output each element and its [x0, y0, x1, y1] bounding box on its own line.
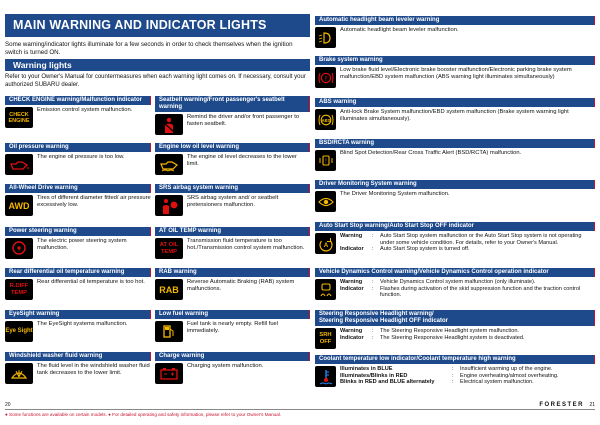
card-power-steering	[5, 227, 151, 259]
brand-logo: FORESTER	[539, 402, 584, 408]
headlight-leveler-icon	[315, 27, 336, 48]
card-title: Windshield washer fluid warning	[5, 352, 151, 361]
card-auto-start-stop: Auto Start Stop warning/Auto Start Stop OFF indicator A Warning : Auto Start Stop system malfunction or the Auto Start Stop system is not operating under some vehicle condition. For details, refer to your Owner's Manual. Indicator : Auto Start Stop system is turned off.	[315, 222, 595, 254]
card-text: Anti-lock Brake System malfunction/EBD system malfunction (Brake system warning light illuminates simultaneously).	[340, 109, 569, 123]
status-text: Engine overheating/almost overheating.	[460, 372, 559, 379]
card-text: Reverse Automatic Braking (RAB) system malfunctions.	[187, 279, 295, 293]
warning-label: Warning	[340, 328, 363, 334]
rdiff-temp-icon	[5, 279, 33, 300]
card-text: Tires of different diameter fitted/ air pressure excessively low.	[37, 195, 151, 209]
card-eyesight	[5, 310, 151, 342]
washer-fluid-icon	[5, 363, 33, 384]
card-charge	[155, 352, 310, 384]
icon-label: Eye Sight	[5, 328, 33, 335]
warning-label: Warning	[340, 279, 363, 285]
check-engine-icon	[5, 107, 33, 128]
intro-text: Some warning/indicator lights illuminate for a few seconds in order to check themselves when the ignition switch is turned ON.	[5, 41, 293, 56]
indicator-text: The Steering Responsive Headlight system is deactivated.	[380, 334, 525, 341]
card-title: Charge warning	[155, 352, 310, 361]
card-srh: Steering Responsive Headlight warning/ Steering Responsive Headlight OFF indicator SRH OFF Warning : The Steering Responsive Headlight system malfunction. Indicator : The Steering Responsive Headlight system is deactivated.	[315, 310, 595, 349]
icon-label: R.DIFF TEMP	[9, 283, 29, 296]
card-text: Automatic headlight beam leveler malfunction.	[340, 27, 459, 33]
card-text: The Driver Monitoring System malfunction.	[340, 191, 450, 197]
card-abs	[315, 98, 595, 130]
card-vdc: Vehicle Dynamics Control warning/Vehicle Dynamics Control operation indicator Warning : Vehicle Dynamics Control system malfunction (only illuminate). Indicator : Flashes during activation of the skid suppression function and the traction control function.	[315, 268, 595, 300]
card-oil-level	[155, 143, 310, 175]
awd-icon	[5, 195, 33, 216]
card-low-fuel	[155, 310, 310, 342]
card-text: Emission control system malfunction.	[37, 107, 133, 113]
card-title: Coolant temperature low indicator/Coolant temperature high warning	[315, 355, 595, 364]
warning-text: The Steering Responsive Headlight system malfunction.	[380, 328, 519, 334]
card-title: EyeSight warning	[5, 310, 151, 319]
card-title: SRS airbag system warning	[155, 184, 310, 193]
card-title: AT OIL TEMP warning	[155, 227, 310, 236]
indicator-label: Indicator	[340, 246, 364, 253]
card-text: SRS airbag system and/ or seatbelt pretensioners malfunction.	[187, 195, 279, 209]
card-text: Rear differential oil temperature is too hot.	[37, 279, 145, 285]
card-text: Low brake fluid level/Electronic brake booster malfunction/Electronic parking brake system malfunction/EBD system malfunction (ABS warning light illuminates simultaneously)	[340, 67, 572, 81]
battery-icon	[155, 363, 183, 384]
card-title: Low fuel warning	[155, 310, 310, 319]
card-text: The electric power steering system malfunction.	[37, 238, 127, 252]
status-label: Illuminates in BLUE	[340, 366, 393, 372]
card-washer	[5, 352, 151, 384]
card-text: Blind Spot Detection/Rear Cross Traffic Alert (BSD/RCTA) malfunction.	[340, 150, 522, 156]
card-text: The fluid level in the windshield washer fluid tank decreases to the lower limit.	[37, 363, 150, 377]
card-title: Rear differential oil temperature warning	[5, 268, 151, 277]
icon-label: AT OIL TEMP	[159, 242, 179, 255]
svg-text:!: !	[324, 158, 327, 164]
svg-text:A: A	[323, 242, 328, 249]
seatbelt-icon	[155, 114, 183, 135]
footer-note: ● Some functions are available on certain models. ● For detailed operating and safety information, please refer to your Owner's Manual.	[5, 412, 282, 417]
steering-wheel-icon	[5, 238, 33, 259]
indicator-text: Flashes during activation of the skid suppression function and the traction control function.	[380, 285, 581, 299]
icon-label: ABS	[321, 117, 330, 123]
oil-can-icon	[5, 154, 33, 175]
card-text: Fuel tank is nearly empty. Refill fuel immediately.	[187, 321, 279, 335]
card-title: Auto Start Stop warning/Auto Start Stop OFF indicator	[315, 222, 595, 231]
rab-icon	[155, 279, 183, 300]
card-text: Charging system malfunction.	[187, 363, 264, 369]
card-title: Vehicle Dynamics Control warning/Vehicle Dynamics Control operation indicator	[315, 268, 595, 277]
auto-start-stop-icon	[315, 233, 336, 254]
status-text: Electrical system malfunction.	[460, 379, 534, 386]
svg-text:!: !	[18, 247, 20, 252]
vdc-skid-icon	[315, 279, 336, 300]
icon-label: SRH OFF	[319, 332, 332, 345]
card-title: RAB warning	[155, 268, 310, 277]
card-title: BSD/RCTA warning	[315, 139, 595, 148]
card-title: Steering Responsive Headlight warning/ Steering Responsive Headlight OFF indicator	[315, 310, 595, 326]
abs-icon	[315, 109, 336, 130]
icon-label: CHECK ENGINE	[8, 111, 30, 124]
icon-label: AWD	[8, 200, 30, 211]
card-rab	[155, 268, 310, 300]
card-title: CHECK ENGINE warning/Malfunction indicator	[5, 96, 151, 105]
card-title: Power steering warning	[5, 227, 151, 236]
card-title: All-Wheel Drive warning	[5, 184, 151, 193]
brake-icon	[315, 67, 336, 88]
warning-text: Vehicle Dynamics Control system malfunction (only illuminate).	[380, 279, 536, 285]
card-oil-pressure	[5, 143, 151, 175]
svg-text:!: !	[324, 75, 327, 82]
coolant-temp-icon	[315, 366, 336, 387]
card-title: Engine low oil level warning	[155, 143, 310, 152]
card-check-engine	[5, 96, 151, 128]
card-title: Driver Monitoring System warning	[315, 180, 595, 189]
card-driver-monitoring	[315, 180, 595, 212]
card-text: The engine oil pressure is too low.	[37, 154, 125, 160]
card-headlight-leveler	[315, 16, 595, 48]
indicator-label: Indicator	[340, 334, 364, 341]
at-oil-temp-icon	[155, 238, 183, 259]
page-title: MAIN WARNING AND INDICATOR LIGHTS	[13, 18, 267, 32]
card-title: Brake system warning	[315, 56, 595, 65]
oil-level-icon	[155, 154, 183, 175]
card-title: Seatbelt warning/Front passenger's seatbelt warning	[155, 96, 310, 112]
fuel-pump-icon	[155, 321, 183, 342]
section-title: Warning lights	[13, 60, 72, 70]
card-awd	[5, 184, 151, 216]
page-number-left: 20	[5, 402, 11, 408]
page-title-bar	[5, 14, 310, 37]
driver-monitor-icon	[315, 191, 336, 212]
card-text: Remind the driver and/or front passenger to fasten seatbelt.	[187, 114, 300, 128]
card-text: The EyeSight systems malfunction.	[37, 321, 128, 327]
indicator-label: Indicator	[340, 285, 364, 292]
refer-text: Refer to your Owner's Manual for countermeasures when each warning light comes on. If necessary, consult your authorized SUBARU dealer.	[5, 74, 306, 88]
card-brake	[315, 56, 595, 88]
card-text: The engine oil level decreases to the lower limit.	[187, 154, 297, 168]
card-rear-diff	[5, 268, 151, 300]
status-label: Blinks in RED and BLUE alternately	[340, 379, 435, 386]
srh-off-icon	[315, 328, 336, 349]
warning-label: Warning	[340, 233, 363, 239]
status-text: Insufficient warming up of the engine.	[460, 366, 553, 372]
card-seatbelt	[155, 96, 310, 135]
eyesight-icon	[5, 321, 33, 342]
card-at-oil-temp	[155, 227, 310, 259]
airbag-icon	[155, 195, 183, 216]
card-srs	[155, 184, 310, 216]
card-bsd-rcta	[315, 139, 595, 171]
status-label: Illuminates/Blinks in RED	[340, 372, 408, 379]
card-coolant-temp: Coolant temperature low indicator/Coolant temperature high warning Illuminates in BLUE : Insufficient warming up of the engine. Illuminates/Blinks in RED : Engine overheating/almost overheating. Blinks in RED and BLUE alternately : Electrical system malfunction.	[315, 355, 595, 387]
card-text: Transmission fluid temperature is too hot./Transmission control system malfunction.	[187, 238, 305, 252]
card-title: Oil pressure warning	[5, 143, 151, 152]
bsd-rcta-icon	[315, 150, 336, 171]
icon-label: RAB	[159, 284, 179, 295]
page-number-right: 21	[589, 402, 595, 408]
footer-divider	[5, 409, 595, 410]
warning-text: Auto Start Stop system malfunction or the Auto Start Stop system is not operating under some vehicle condition. For details, refer to your Owner's Manual.	[380, 233, 582, 246]
card-title: ABS warning	[315, 98, 595, 107]
indicator-text: Auto Start Stop system is turned off.	[380, 246, 470, 253]
card-title: Automatic headlight beam leveler warning	[315, 16, 595, 25]
section-title-bar	[5, 59, 310, 71]
